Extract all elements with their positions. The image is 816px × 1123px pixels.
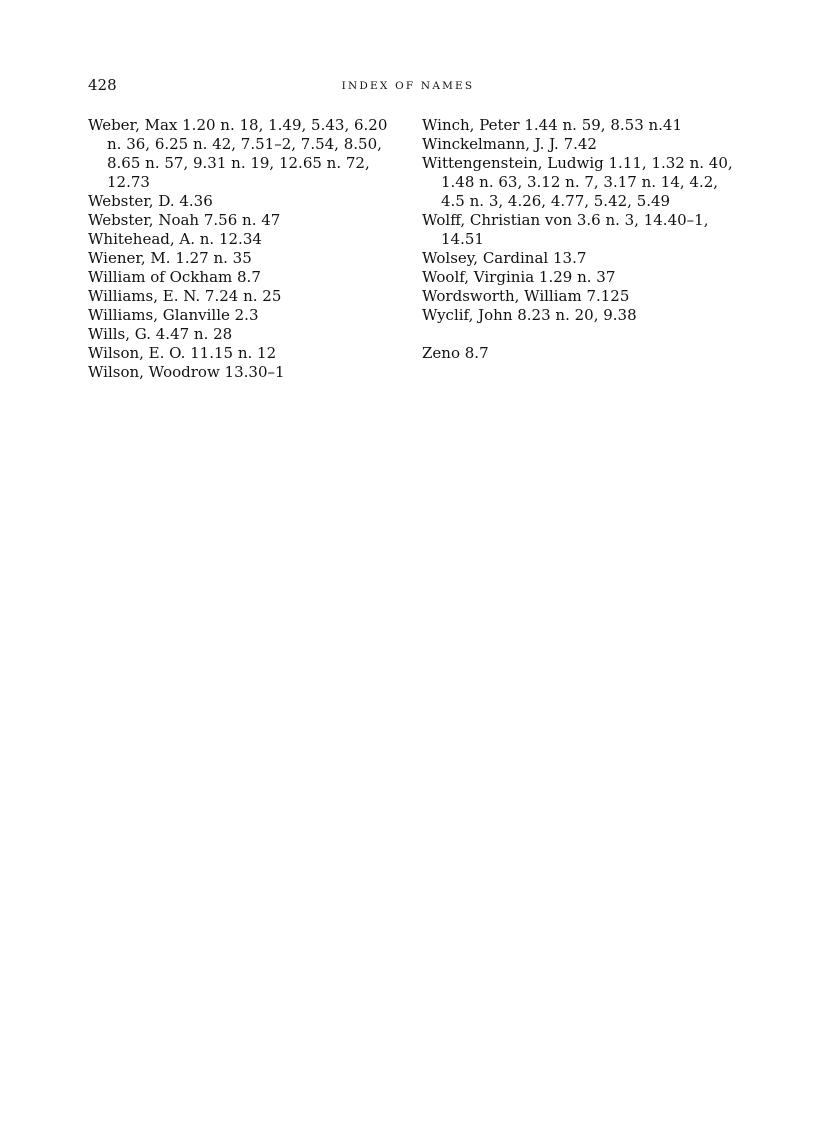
index-entry-wolsey: Wolsey, Cardinal 13.7 [422, 249, 587, 267]
index-entry-wittengenstein: Wittengenstein, Ludwig 1.11, 1.32 n. 40, 1.48 n. 63, 3.12 n. 7, 3.17 n. 14, 4.2, 4.5 n. 3, 4.26, 4.77, 5.42, 5.49 [422, 154, 733, 210]
index-entry-weber-max: Weber, Max 1.20 n. 18, 1.49, 5.43, 6.20 n. 36, 6.25 n. 42, 7.51–2, 7.54, 8.50, 8.65 n. 57, 9.31 n. 19, 12.65 n. 72, 12.73 [88, 116, 388, 191]
index-entry-williams-glanville: Williams, Glanville 2.3 [88, 306, 259, 324]
index-entry-wiener: Wiener, M. 1.27 n. 35 [88, 249, 252, 267]
index-entry-whitehead: Whitehead, A. n. 12.34 [88, 230, 262, 248]
index-column-right [422, 116, 738, 382]
index-entry-wilson-e-o: Wilson, E. O. 11.15 n. 12 [88, 344, 277, 362]
index-entry-winckelmann: Winckelmann, J. J. 7.42 [422, 135, 597, 153]
index-entry-wordsworth: Wordsworth, William 7.125 [422, 287, 630, 305]
index-entry-winch: Winch, Peter 1.44 n. 59, 8.53 n.41 [422, 116, 683, 134]
index-entry-wills: Wills, G. 4.47 n. 28 [88, 325, 233, 343]
index-body [88, 116, 738, 382]
index-entry-william-of-ockham: William of Ockham 8.7 [88, 268, 261, 286]
index-column-left [88, 116, 406, 382]
index-entry-williams-e-n: Williams, E. N. 7.24 n. 25 [88, 287, 282, 305]
page-header [88, 75, 728, 95]
index-entry-zeno: Zeno 8.7 [422, 344, 489, 362]
page-number: 428 [88, 76, 117, 94]
running-head: INDEX OF NAMES [341, 80, 475, 92]
index-entry-wyclif: Wyclif, John 8.23 n. 20, 9.38 [422, 306, 637, 324]
index-entry-webster-noah: Webster, Noah 7.56 n. 47 [88, 211, 281, 229]
index-entry-woolf: Woolf, Virginia 1.29 n. 37 [422, 268, 616, 286]
index-entry-webster-d: Webster, D. 4.36 [88, 192, 213, 210]
index-entry-wolff: Wolff, Christian von 3.6 n. 3, 14.40–1, 14.51 [422, 211, 709, 248]
index-entry-wilson-woodrow: Wilson, Woodrow 13.30–1 [88, 363, 285, 381]
